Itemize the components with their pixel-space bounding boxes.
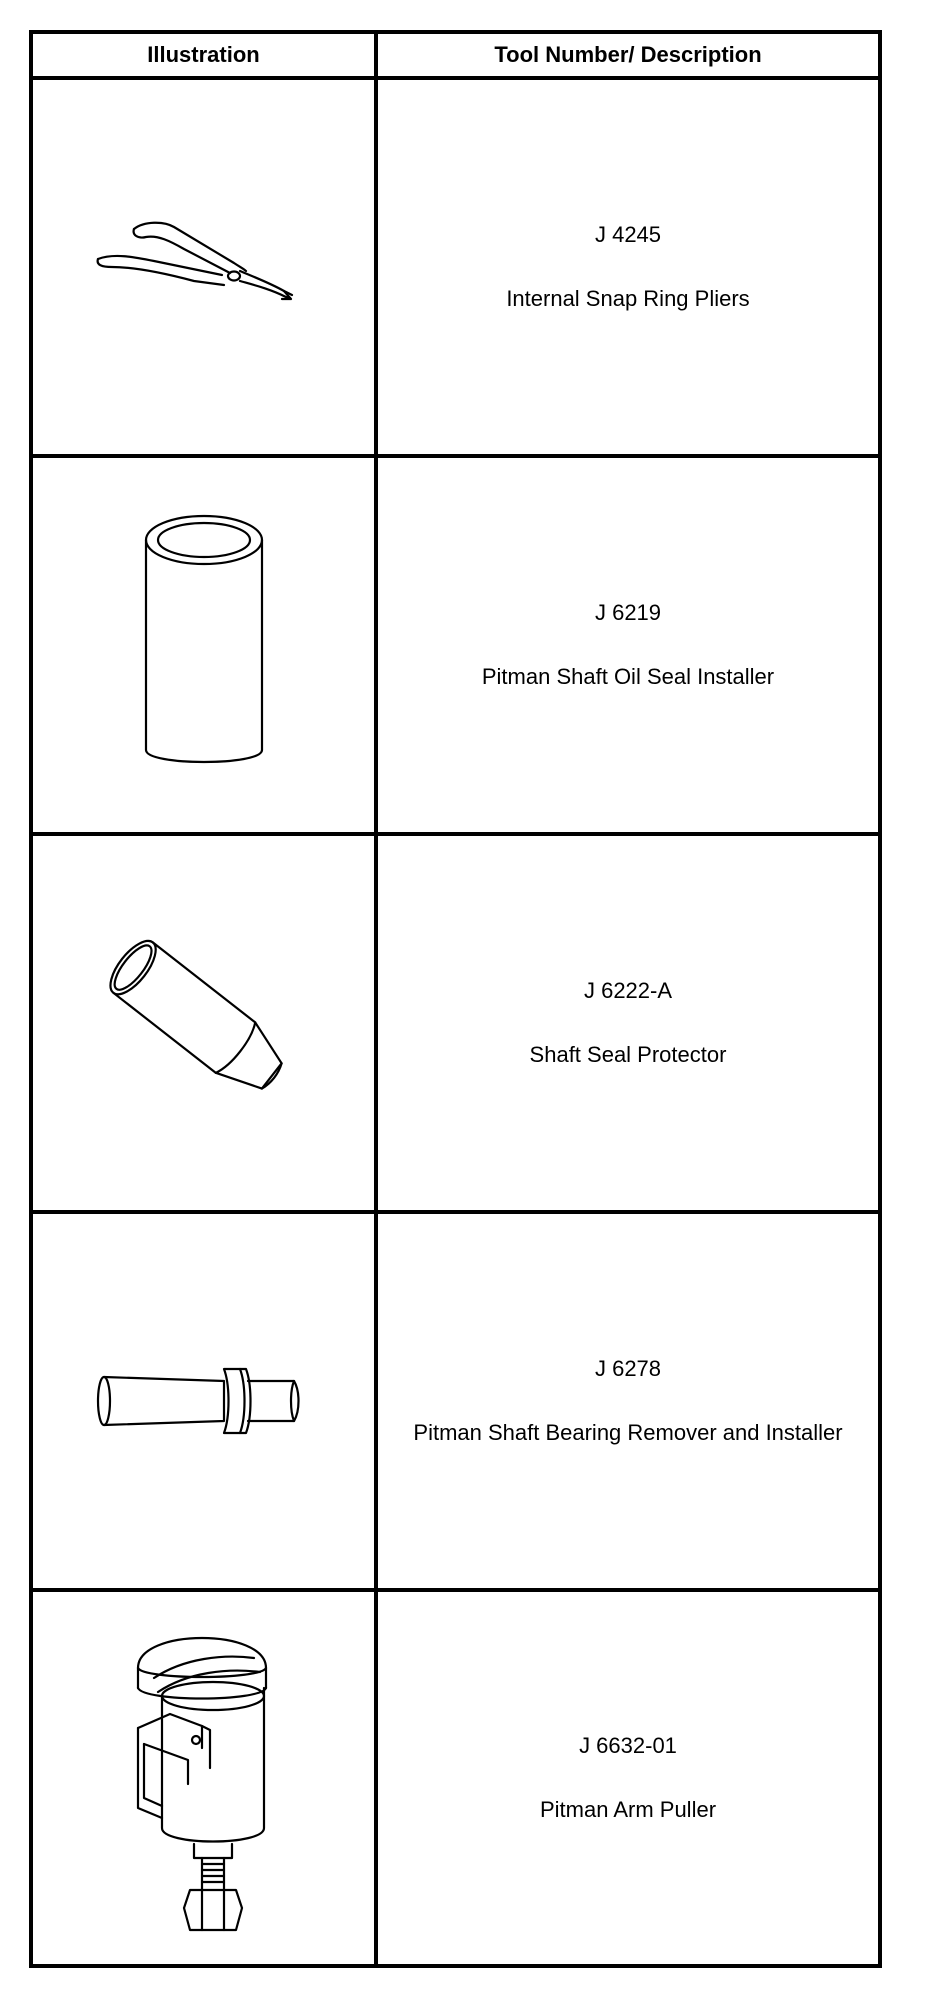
tool-description: Shaft Seal Protector xyxy=(529,1042,727,1067)
table-row xyxy=(33,1592,878,1964)
description-cell xyxy=(378,80,878,454)
description-cell xyxy=(378,1592,878,1964)
snap-ring-pliers-icon xyxy=(94,207,314,327)
seal-protector-icon xyxy=(94,923,314,1123)
header-tool-description: Tool Number/ Description xyxy=(494,42,762,67)
tool-number: J 6222-A xyxy=(583,978,673,1003)
description-cell xyxy=(378,458,878,832)
seal-installer-icon xyxy=(134,510,274,780)
special-tools-table xyxy=(29,30,882,1968)
tool-number: J 6278 xyxy=(594,1356,662,1381)
tool-number: J 6219 xyxy=(594,600,662,625)
description-cell xyxy=(378,1214,878,1588)
illustration-cell xyxy=(33,1592,378,1964)
tool-description: Pitman Shaft Oil Seal Installer xyxy=(481,664,775,689)
tool-description: Internal Snap Ring Pliers xyxy=(506,286,750,311)
illustration-cell xyxy=(33,458,378,832)
tool-number: J 6632-01 xyxy=(579,1733,677,1758)
header-illustration: Illustration xyxy=(33,34,378,76)
table-row xyxy=(33,1214,878,1592)
table-row xyxy=(33,80,878,458)
tool-description: Pitman Arm Puller xyxy=(539,1797,717,1822)
tool-description: Pitman Shaft Bearing Remover and Installer xyxy=(413,1420,843,1445)
illustration-cell xyxy=(33,836,378,1210)
description-cell xyxy=(378,836,878,1210)
tool-number: J 4245 xyxy=(594,222,662,247)
illustration-cell xyxy=(33,1214,378,1588)
pitman-arm-puller-icon xyxy=(114,1618,294,1938)
table-header-row xyxy=(33,34,878,80)
table-row xyxy=(33,836,878,1214)
illustration-cell xyxy=(33,80,378,454)
table-row xyxy=(33,458,878,836)
bearing-remover-icon xyxy=(94,1351,314,1451)
